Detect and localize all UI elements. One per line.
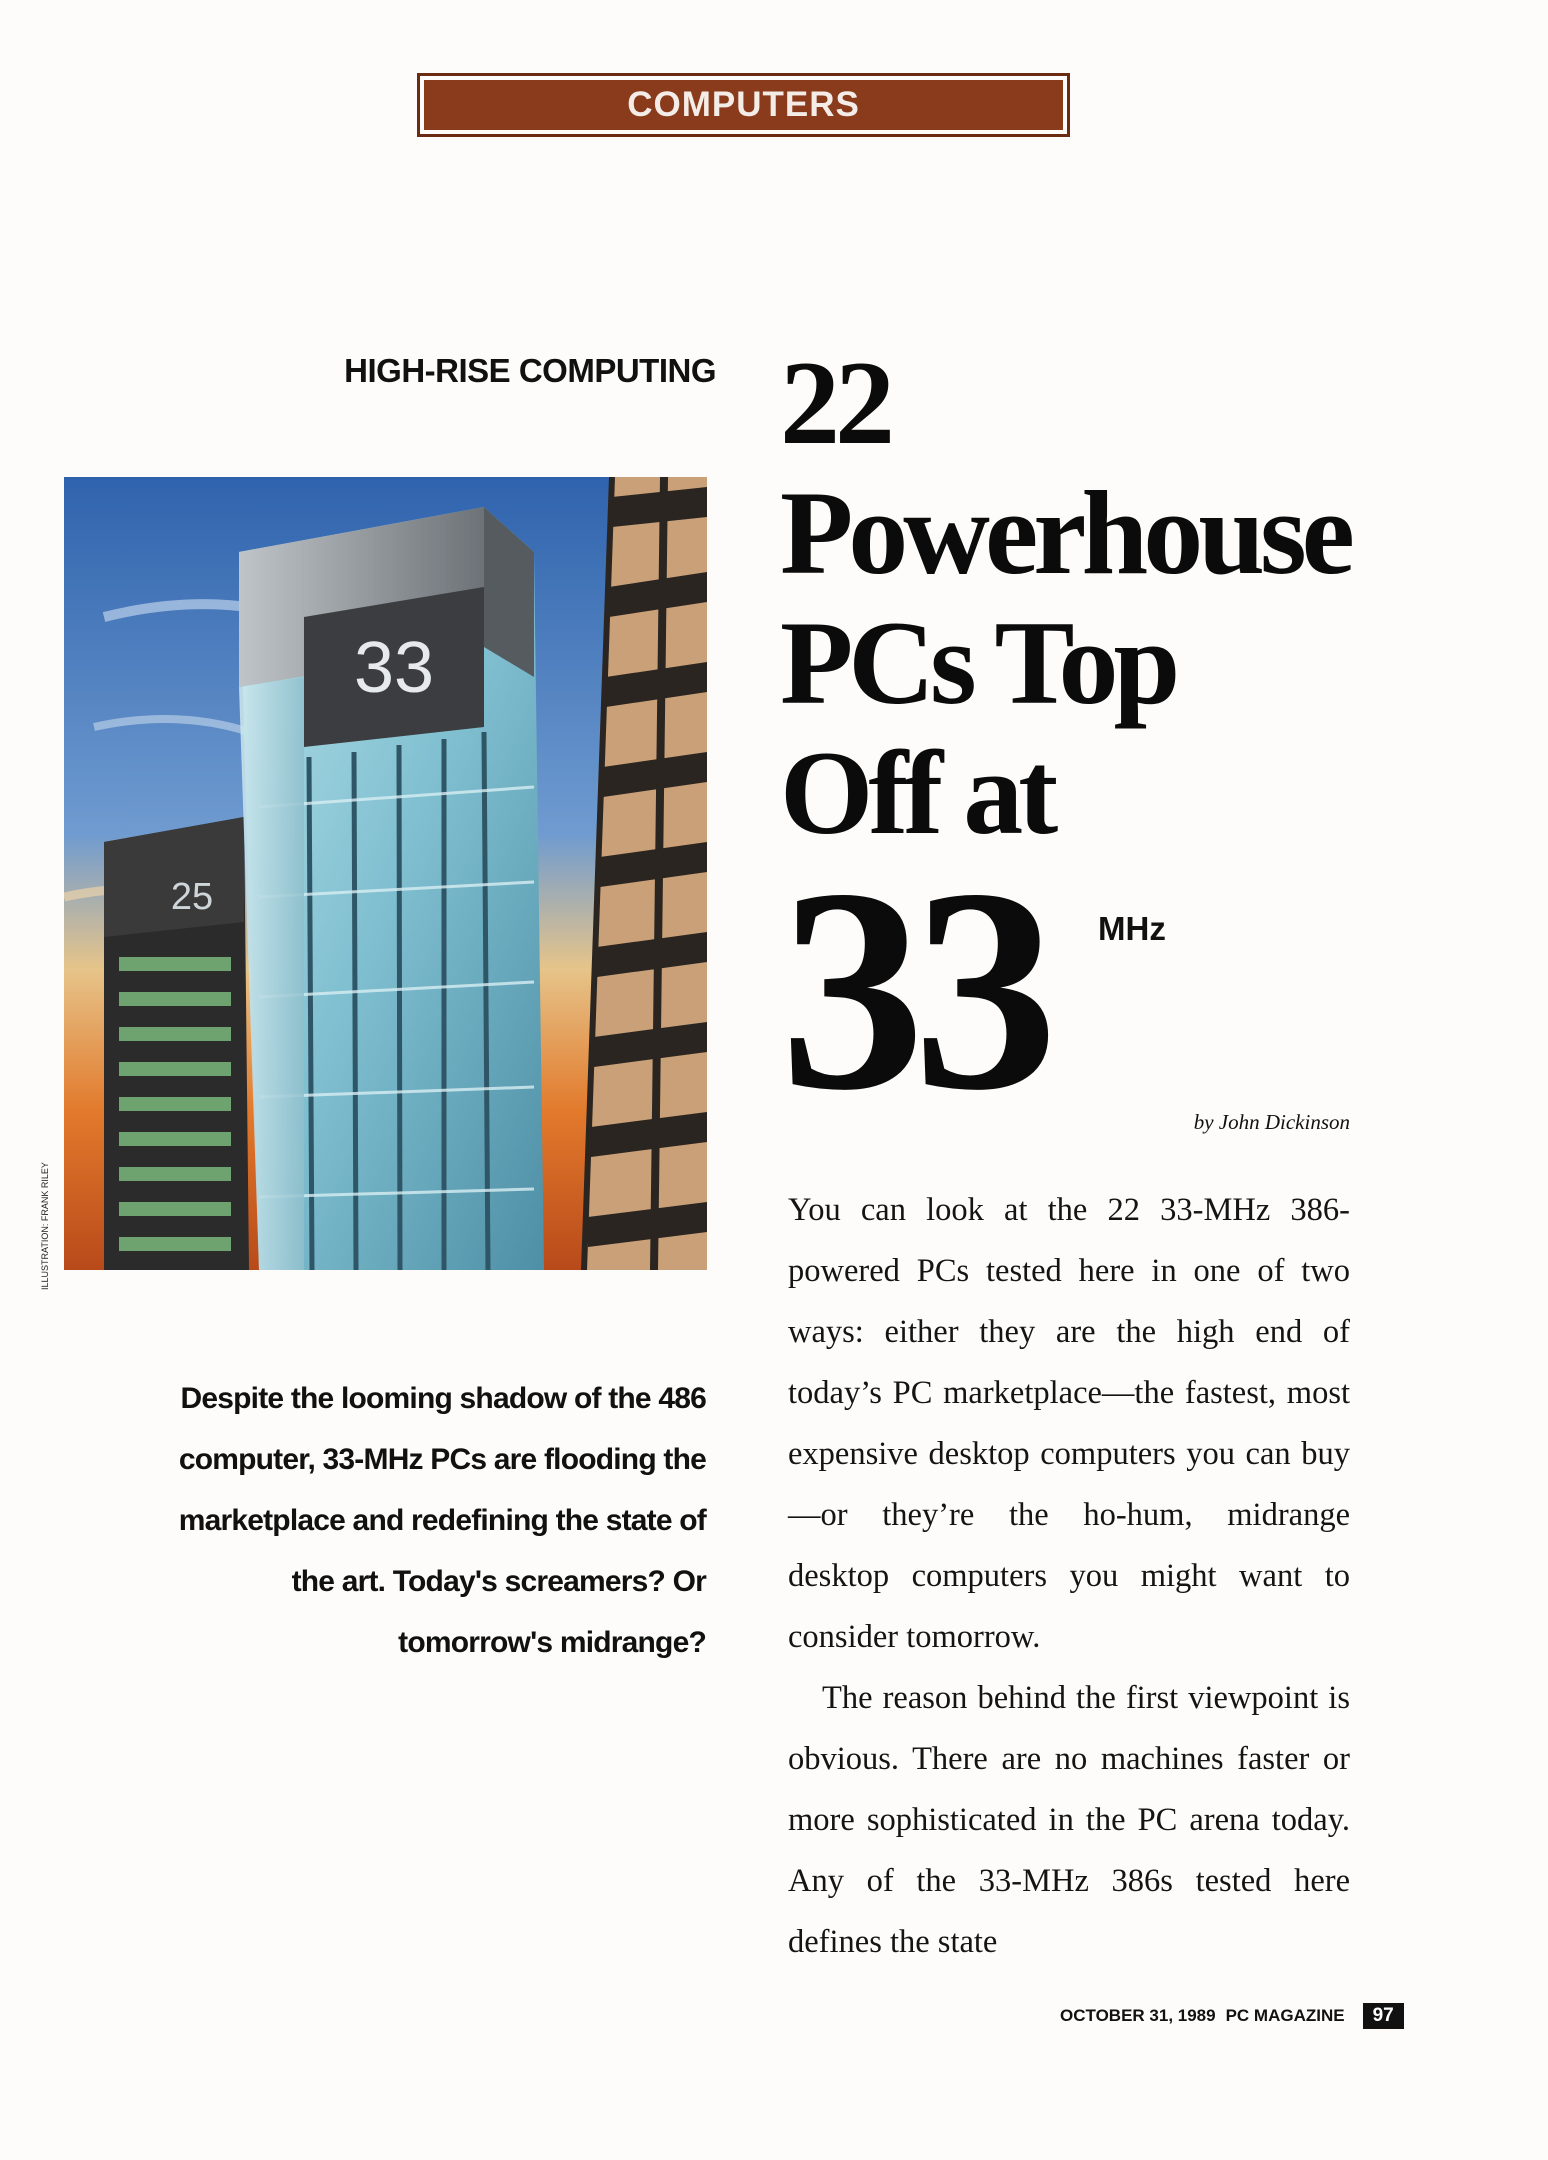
headline [780, 338, 1480, 858]
headline-line: 22 [780, 336, 890, 469]
headline-line: Off at [780, 726, 1054, 859]
headline-line: PCs Top [780, 596, 1176, 729]
body-paragraph: You can look at the 22 33-MHz 386-powered PCs tested here in one of two ways: either they are the high end of today’s PC marketplace—the fastest, most expensive desktop computers you can buy—or they’re the ho-hum, midrange desktop computers you might want to consider tomorrow. [788, 1192, 1350, 1655]
section-label: COMPUTERS [424, 80, 1063, 130]
section-banner [417, 73, 1070, 137]
kicker: HIGH-RISE COMPUTING [344, 352, 716, 389]
headline-line: Powerhouse [780, 466, 1350, 599]
article-body [788, 1180, 1350, 1973]
magazine-name: PC MAGAZINE [1225, 2006, 1345, 2025]
illustration-credit: ILLUSTRATION: FRANK RILEY [40, 1162, 50, 1290]
building-number-33: 33 [353, 628, 435, 708]
page-footer [1060, 2003, 1404, 2029]
issue-date: OCTOBER 31, 1989 [1060, 2006, 1216, 2025]
building-number-25: 25 [170, 876, 214, 918]
headline-big-number: 33 [780, 829, 1046, 1150]
building-illustration [64, 477, 707, 1270]
byline: by John Dickinson [1193, 1110, 1350, 1134]
body-paragraph: The reason behind the first viewpoint is obvious. There are no machines faster or more sophisticated in the PC arena today. Any of the 33-MHz 386s tested here defines the state [788, 1680, 1350, 1960]
deck: Despite the looming shadow of the 486 computer, 33-MHz PCs are flooding the marketplace and redefining the state of the art. Today's screamers? Or tomorrow's midrange? [178, 1382, 706, 1659]
page-number: 97 [1363, 2003, 1404, 2029]
headline-unit: MHz [1098, 910, 1166, 947]
